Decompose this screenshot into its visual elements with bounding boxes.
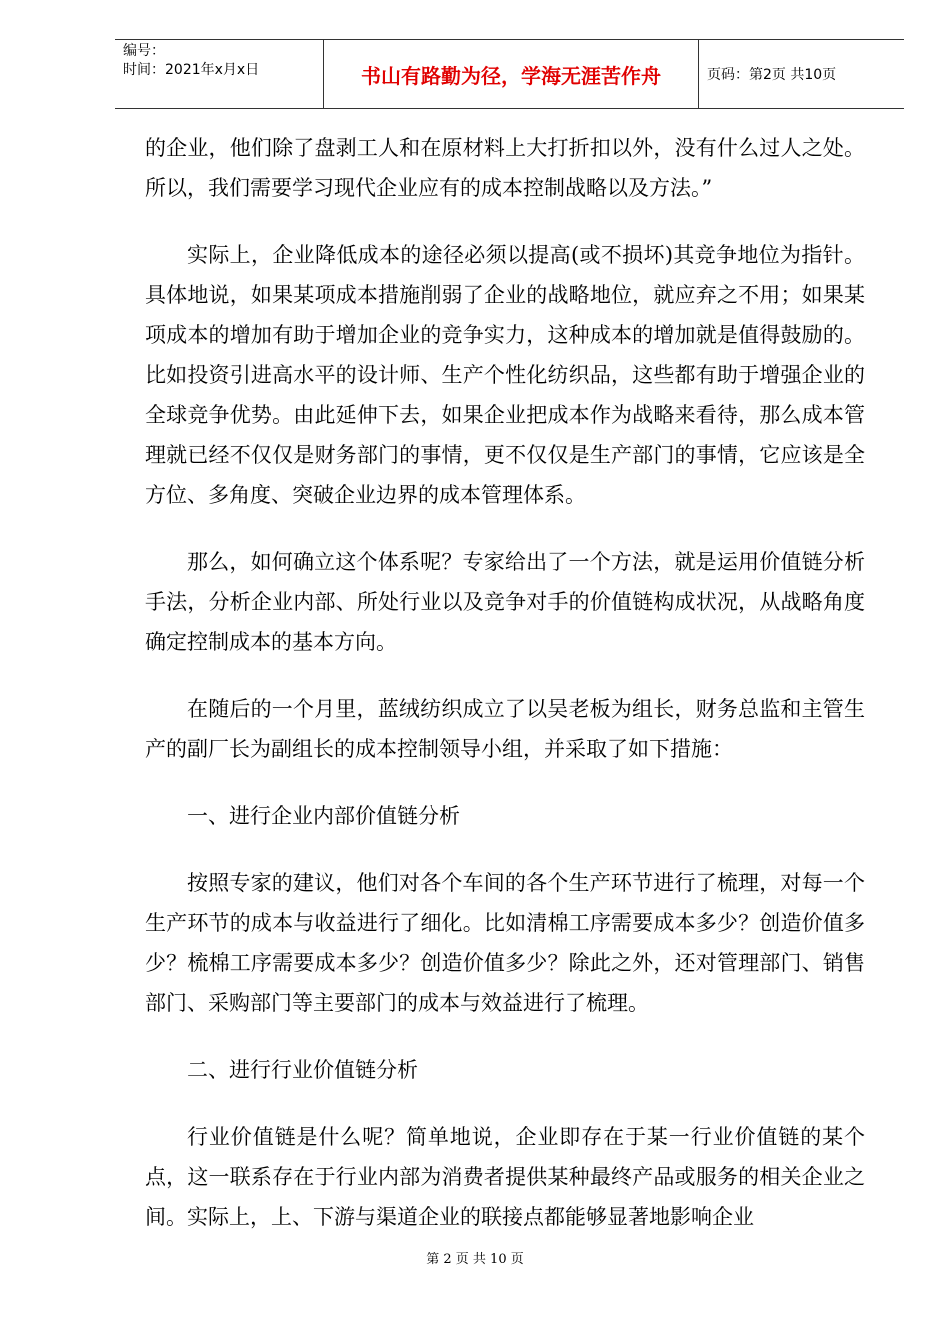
page-footer: 第 2 页 共 10 页 bbox=[426, 1252, 524, 1267]
paragraph-continuation: 的企业，他们除了盘剥工人和在原材料上大打折扣以外，没有什么过人之处。所以，我们需要学习现代企业应有的成本控制战略以及方法。” bbox=[145, 136, 865, 200]
paragraph: 实际上，企业降低成本的途径必须以提高(或不损坏)其竞争地位为指针。具体地说，如果某项成本措施削弱了企业的战略地位，就应弃之不用；如果某项成本的增加有助于增加企业的竞争实力，这种成本的增加就是值得鼓励的。比如投资引进高水平的设计师、生产个性化纺织品，这些都有助于增强企业的全球竞争优势。由此延伸下去，如果企业把成本作为战略来看待，那么成本管理就已经不仅仅是财务部门的事情，更不仅仅是生产部门的事情，它应该是全方位、多角度、突破企业边界的成本管理体系。 bbox=[145, 243, 865, 507]
document-time-label: 时间：2021年x月x日 bbox=[123, 62, 260, 78]
header-meta bbox=[115, 40, 324, 108]
paragraph: 在随后的一个月里，蓝绒纺织成立了以吴老板为组长，财务总监和主管生产的副厂长为副组长的成本控制领导小组，并采取了如下措施： bbox=[145, 697, 865, 761]
header-slogan: 书山有路勤为径，学海无涯苦作舟 bbox=[324, 40, 699, 108]
paragraph: 那么，如何确立这个体系呢？专家给出了一个方法，就是运用价值链分析手法，分析企业内部、所处行业以及竞争对手的价值链构成状况，从战略角度确定控制成本的基本方向。 bbox=[145, 550, 865, 654]
document-number-label: 编号： bbox=[123, 43, 165, 59]
page-header bbox=[115, 39, 904, 109]
section-heading: 二、进行行业价值链分析 bbox=[187, 1058, 418, 1082]
document-body bbox=[145, 128, 865, 1237]
paragraph: 按照专家的建议，他们对各个车间的各个生产环节进行了梳理，对每一个生产环节的成本与收益进行了细化。比如清棉工序需要成本多少？创造价值多少？梳棉工序需要成本多少？创造价值多少？除此之外，还对管理部门、销售部门、采购部门等主要部门的成本与效益进行了梳理。 bbox=[145, 871, 865, 1015]
header-page-number: 页码：第2页 共10页 bbox=[707, 67, 837, 83]
paragraph: 行业价值链是什么呢？简单地说，企业即存在于某一行业价值链的某个点，这一联系存在于行业内部为消费者提供某种最终产品或服务的相关企业之间。实际上，上、下游与渠道企业的联接点都能够显著地影响企业 bbox=[145, 1125, 865, 1229]
section-heading: 一、进行企业内部价值链分析 bbox=[187, 804, 460, 828]
